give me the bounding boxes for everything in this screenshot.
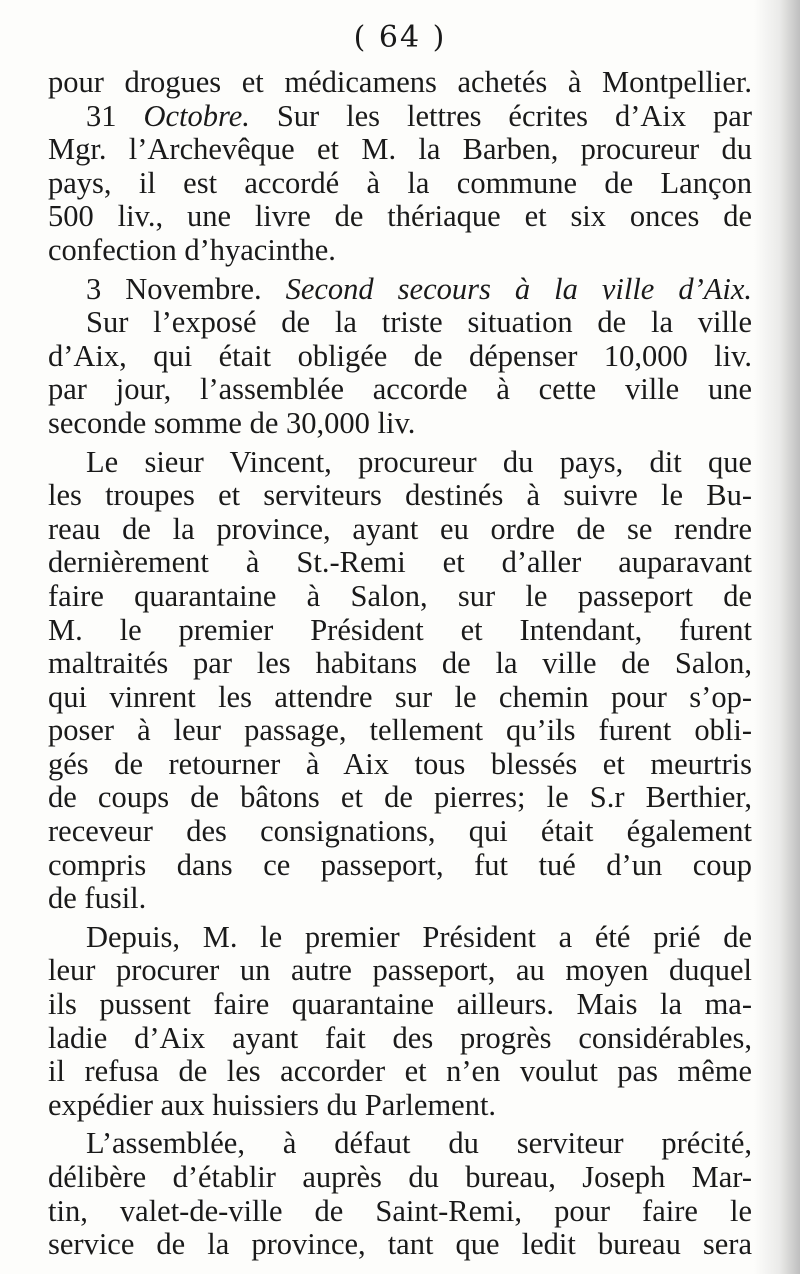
text-line: par jour, l’assemblée accorde à cette ville une xyxy=(48,372,752,407)
text-line: 500 liv., une livre de thériaque et six onces de xyxy=(48,199,752,234)
text-line: seconde somme de 30,000 liv. xyxy=(48,405,416,440)
text-segment: 3 Novembre. xyxy=(86,271,286,306)
text-line: reau de la province, ayant eu ordre de se rendre xyxy=(48,511,752,546)
text-line: il refusa de les accorder et n’en voulut pas même xyxy=(48,1054,752,1089)
text-line: de fusil. xyxy=(48,881,147,916)
text-line: Mgr. l’Archevêque et M. la Barben, procureur du xyxy=(48,132,752,167)
text-line: pour drogues et médicamens achetés à Montpellier. xyxy=(48,65,752,99)
text-line: les troupes et serviteurs destinés à suivre le Bu- xyxy=(48,478,752,513)
text-line: poser à leur passage, tellement qu’ils furent obli- xyxy=(48,713,752,748)
text-line: leur procurer un autre passeport, au moyen duquel xyxy=(48,953,752,988)
text-line: de coups de bâtons et de pierres; le S.r Berthier, xyxy=(48,780,752,815)
text-line: L’assemblée, à défaut du serviteur précité, xyxy=(86,1126,752,1161)
text-line: compris dans ce passeport, fut tué d’un coup xyxy=(48,847,752,882)
text-segment: Sur les lettres écrites d’Aix par xyxy=(249,98,753,133)
text-line: ils pussent faire quarantaine ailleurs. Mais la ma- xyxy=(48,987,752,1022)
text-line: dernièrement à St.-Remi et d’aller auparavant xyxy=(48,545,752,580)
text-line: d’Aix, qui était obligée de dépenser 10,000 liv. xyxy=(48,338,752,373)
body-text xyxy=(48,66,752,1262)
italic-text: Octobre. xyxy=(143,98,250,133)
text-line: pays, il est accordé à la commune de Lançon xyxy=(48,165,752,200)
text-segment: 31 xyxy=(86,98,144,133)
text-line: tin, valet-de-ville de Saint-Remi, pour faire le xyxy=(48,1193,752,1228)
text-line xyxy=(48,100,752,134)
text-line: délibère d’établir auprès du bureau, Joseph Mar- xyxy=(48,1160,752,1194)
page-number: ( 64 ) xyxy=(353,20,447,55)
text-line: qui vinrent les attendre sur le chemin pour s’op- xyxy=(48,679,752,714)
text-line: faire quarantaine à Salon, sur le passeport de xyxy=(48,578,752,613)
text-line: Depuis, M. le premier Président a été prié de xyxy=(86,919,752,954)
text-line: Sur l’exposé de la triste situation de la ville xyxy=(86,305,752,340)
text-line xyxy=(48,273,752,307)
italic-text: Second secours à la ville d’Aix. xyxy=(285,271,752,306)
text-line: Le sieur Vincent, procureur du pays, dit que xyxy=(86,444,752,479)
text-line: receveur des consignations, qui était également xyxy=(48,814,752,849)
text-line: service de la province, tant que ledit bureau sera xyxy=(48,1227,752,1262)
text-line: maltraités par les habitans de la ville de Salon, xyxy=(48,646,752,681)
page-gutter-shadow xyxy=(754,0,800,1274)
text-line: M. le premier Président et Intendant, furent xyxy=(48,612,752,647)
text-line: expédier aux huissiers du Parlement. xyxy=(48,1087,497,1122)
text-line: ladie d’Aix ayant fait des progrès considérables, xyxy=(48,1020,752,1055)
text-line: confection d’hyacinthe. xyxy=(48,232,336,267)
text-line: gés de retourner à Aix tous blessés et meurtris xyxy=(48,746,752,781)
